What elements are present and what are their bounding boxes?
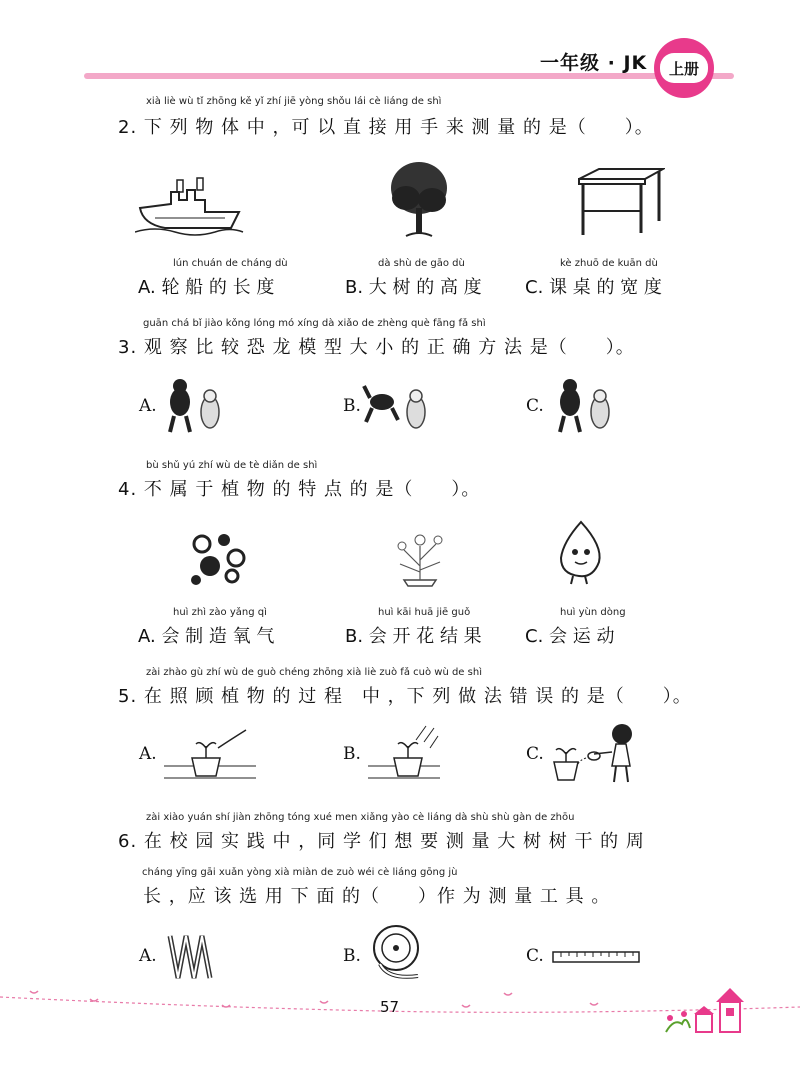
page-number: 57 [380,998,400,1016]
house-decoration-icon [660,984,750,1036]
tree-icon [388,160,450,238]
q2-optB-pinyin: dà shù de gāo dù [378,258,465,269]
q6-optC-label[interactable]: C. [526,946,544,966]
ship-icon [135,172,245,236]
bubbles-icon [188,530,248,586]
dinosaur-models-icon [362,378,432,436]
dinosaur-models-icon [550,376,618,436]
q4-optB[interactable]: B. 会 开 花 结 果 [345,626,482,647]
dinosaur-models-icon [160,376,228,436]
q5-optA-label[interactable]: A. [139,744,157,764]
q2-optC-pinyin: kè zhuō de kuān dù [560,258,658,269]
q2-optA-pinyin: lún chuán de cháng dù [173,258,288,269]
flower-plant-icon [390,526,450,588]
q4-optC[interactable]: C. 会 运 动 [525,626,615,647]
folding-ruler-icon [166,930,218,982]
grade-label: 一年级 · JK [540,52,648,74]
q6-text-line2: 长 ，应 该 选 用 下 面 的（ ）作 为 测 量 工 具 。 [143,886,611,907]
q4-optA-pinyin: huì zhì zào yǎng qì [173,607,267,618]
volume-label: 上册 [660,53,708,83]
q4-text: 4. 不 属 于 植 物 的 特 点 的 是（ ）。 [118,479,481,500]
potted-seedling-hand-icon [164,726,256,784]
q6-text: 6. 在 校 园 实 践 中 ，同 学 们 想 要 测 量 大 树 树 干 的 周 [118,831,645,852]
q6-optA-label[interactable]: A. [139,946,157,966]
q4-optB-pinyin: huì kāi huā jiē guǒ [378,607,471,618]
volume-badge [654,38,714,98]
q2-optA[interactable]: A. 轮 船 的 长 度 [138,277,275,298]
q3-text: 3. 观 察 比 较 恐 龙 模 型 大 小 的 正 确 方 法 是（ ）。 [118,337,635,358]
q2-optC[interactable]: C. 课 桌 的 宽 度 [525,277,662,298]
leaf-character-icon [553,518,609,586]
q5-text: 5. 在 照 顾 植 物 的 过 程 中 ，下 列 做 法 错 误 的 是（ ）。 [118,686,692,707]
q5-optC-label[interactable]: C. [526,744,544,764]
q3-optA-label[interactable]: A. [139,396,157,416]
q4-optC-pinyin: huì yùn dòng [560,607,626,618]
q3-optC-label[interactable]: C. [526,396,544,416]
q2-text: 2. 下 列 物 体 中 ，可 以 直 接 用 手 来 测 量 的 是（ ）。 [118,117,654,138]
q2-optB[interactable]: B. 大 树 的 高 度 [345,277,482,298]
q3-pinyin: guān chá bǐ jiào kǒng lóng mó xíng dà xiǎo de zhèng què fāng fǎ shì [143,318,486,329]
q3-optB-label[interactable]: B. [343,396,361,416]
q6-pinyin-line2: cháng yīng gāi xuǎn yòng xià miàn de zuò wéi cè liáng gōng jù [142,867,458,878]
desk-icon [575,165,665,237]
q5-pinyin: zài zhào gù zhí wù de guò chéng zhōng xià liè zuò fǎ cuò wù de shì [146,667,482,678]
potted-seedling-rain-icon [368,724,440,784]
q6-pinyin: zài xiào yuán shí jiàn zhōng tóng xué men xiǎng yào cè liáng dà shù shù gàn de zhōu [146,812,575,823]
q4-optA[interactable]: A. 会 制 造 氧 气 [138,626,275,647]
q4-pinyin: bù shǔ yú zhí wù de tè diǎn de shì [146,460,318,471]
q6-optB-label[interactable]: B. [343,946,361,966]
tape-measure-icon [368,922,428,984]
straight-ruler-icon [552,950,640,964]
girl-watering-icon [550,718,640,786]
q5-optB-label[interactable]: B. [343,744,361,764]
q2-pinyin: xià liè wù tǐ zhōng kě yǐ zhí jiē yòng shǒu lái cè liáng de shì [146,96,442,107]
